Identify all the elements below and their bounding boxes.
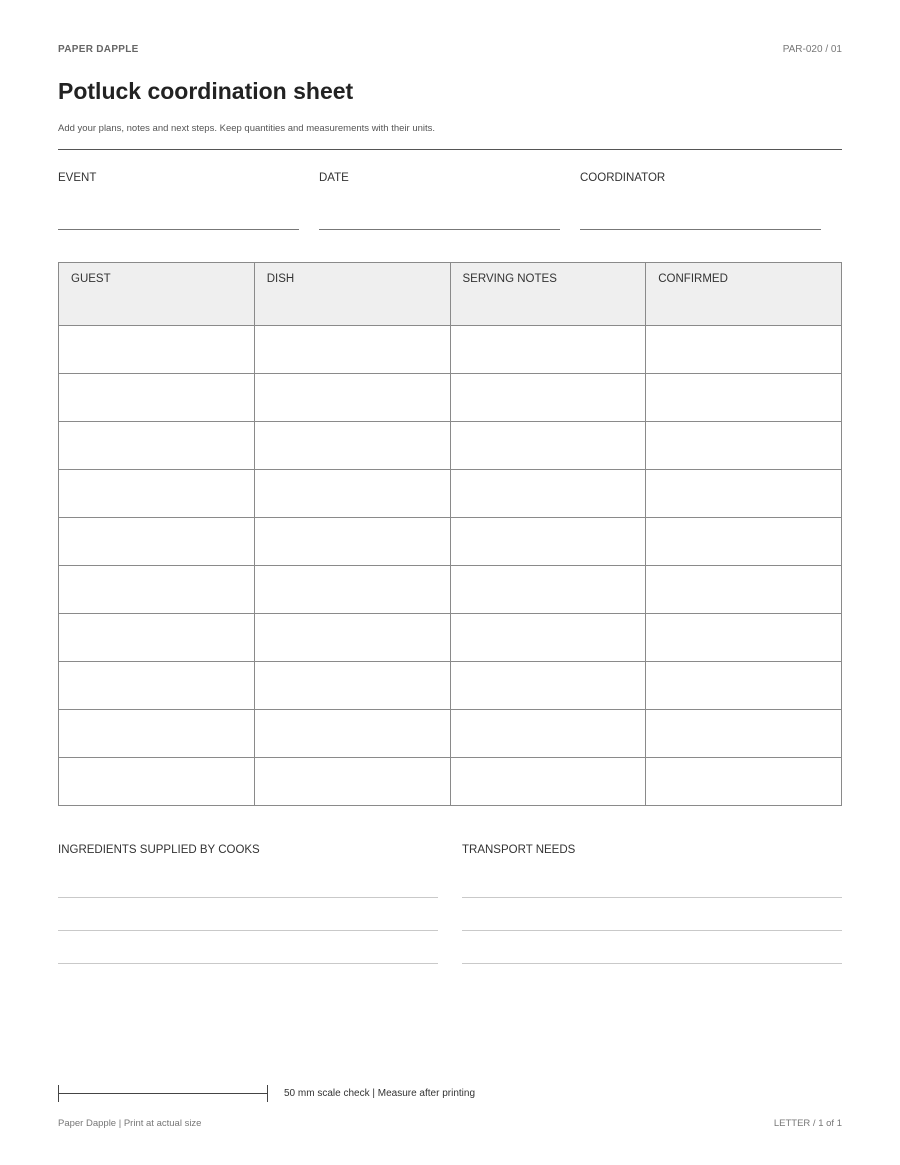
table-cell-dish[interactable] (254, 374, 450, 422)
ingredients-write-line[interactable] (58, 897, 438, 898)
event-field-line (58, 229, 299, 230)
scale-bar (58, 1085, 268, 1101)
transport-section-label: TRANSPORT NEEDS (462, 844, 576, 856)
page-subtitle: Add your plans, notes and next steps. Keep quantities and measurements with their units. (58, 123, 436, 134)
table-cell-guest[interactable] (59, 662, 255, 710)
table-cell-guest[interactable] (59, 566, 255, 614)
transport-section (462, 844, 842, 856)
scale-tick-right (267, 1085, 268, 1102)
table-row (59, 710, 842, 758)
table-cell-serving-notes[interactable] (450, 662, 646, 710)
table-cell-serving-notes[interactable] (450, 470, 646, 518)
transport-write-line[interactable] (462, 963, 842, 964)
table-cell-confirmed[interactable] (646, 614, 842, 662)
table-cell-confirmed[interactable] (646, 758, 842, 806)
table-cell-dish[interactable] (254, 326, 450, 374)
table-cell-dish[interactable] (254, 662, 450, 710)
column-header-serving-notes: SERVING NOTES (450, 263, 646, 326)
table-body (59, 326, 842, 806)
footer-left: Paper Dapple | Print at actual size (58, 1118, 202, 1129)
table-cell-confirmed[interactable] (646, 566, 842, 614)
table-row (59, 422, 842, 470)
ingredients-section-label: INGREDIENTS SUPPLIED BY COOKS (58, 844, 260, 856)
table-cell-serving-notes[interactable] (450, 518, 646, 566)
table-cell-serving-notes[interactable] (450, 566, 646, 614)
date-field-line (319, 229, 560, 230)
scale-line (58, 1093, 267, 1094)
table-row (59, 614, 842, 662)
coordinator-field-label: COORDINATOR (580, 172, 666, 184)
table-cell-confirmed[interactable] (646, 662, 842, 710)
event-field-label: EVENT (58, 172, 97, 184)
table-cell-guest[interactable] (59, 374, 255, 422)
table-row (59, 374, 842, 422)
table-cell-dish[interactable] (254, 710, 450, 758)
table-cell-guest[interactable] (59, 758, 255, 806)
table-cell-dish[interactable] (254, 470, 450, 518)
table-cell-dish[interactable] (254, 422, 450, 470)
table-cell-guest[interactable] (59, 470, 255, 518)
table-cell-confirmed[interactable] (646, 710, 842, 758)
header-divider (58, 149, 842, 150)
table-row (59, 518, 842, 566)
coordinator-field[interactable] (580, 172, 821, 184)
event-field[interactable] (58, 172, 299, 184)
table-cell-confirmed[interactable] (646, 326, 842, 374)
table-cell-guest[interactable] (59, 326, 255, 374)
table-header-row (59, 263, 842, 326)
transport-write-line[interactable] (462, 897, 842, 898)
table-row (59, 326, 842, 374)
page-title: Potluck coordination sheet (58, 78, 354, 104)
coordinator-field-line (580, 229, 821, 230)
transport-write-line[interactable] (462, 930, 842, 931)
table-row (59, 662, 842, 710)
footer-right: LETTER / 1 of 1 (773, 1118, 842, 1129)
brand-name: PAPER DAPPLE (58, 44, 139, 55)
table-cell-confirmed[interactable] (646, 374, 842, 422)
table-cell-confirmed[interactable] (646, 422, 842, 470)
date-field-label: DATE (319, 172, 349, 184)
table-cell-serving-notes[interactable] (450, 710, 646, 758)
table-cell-serving-notes[interactable] (450, 326, 646, 374)
table-cell-dish[interactable] (254, 566, 450, 614)
scale-check-text: 50 mm scale check | Measure after printing (284, 1088, 476, 1099)
table-cell-dish[interactable] (254, 614, 450, 662)
ingredients-section (58, 844, 438, 856)
guest-table (58, 262, 842, 806)
column-header-confirmed: CONFIRMED (646, 263, 842, 326)
table-row (59, 758, 842, 806)
table-cell-serving-notes[interactable] (450, 374, 646, 422)
table-cell-guest[interactable] (59, 710, 255, 758)
table-row (59, 470, 842, 518)
table-cell-dish[interactable] (254, 518, 450, 566)
date-field[interactable] (319, 172, 560, 184)
ingredients-write-line[interactable] (58, 930, 438, 931)
ingredients-write-line[interactable] (58, 963, 438, 964)
table-cell-confirmed[interactable] (646, 470, 842, 518)
table-cell-dish[interactable] (254, 758, 450, 806)
table-cell-guest[interactable] (59, 422, 255, 470)
table-cell-serving-notes[interactable] (450, 758, 646, 806)
table-row (59, 566, 842, 614)
column-header-guest: GUEST (59, 263, 255, 326)
table-cell-guest[interactable] (59, 518, 255, 566)
document-id: PAR-020 / 01 (782, 44, 842, 55)
column-header-dish: DISH (254, 263, 450, 326)
table-cell-confirmed[interactable] (646, 518, 842, 566)
table-cell-guest[interactable] (59, 614, 255, 662)
table-cell-serving-notes[interactable] (450, 614, 646, 662)
table-cell-serving-notes[interactable] (450, 422, 646, 470)
